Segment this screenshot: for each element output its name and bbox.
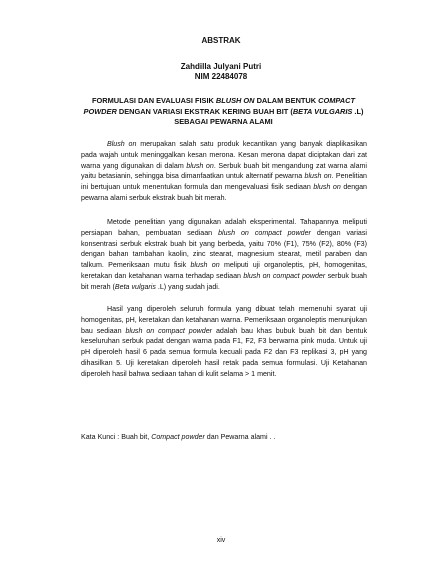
title-part: DENGAN VARIASI EKSTRAK KERING BUAH BIT ( [116, 106, 293, 116]
page-number: xiv [216, 537, 226, 544]
text-run: dan Pewarna alami . . [204, 433, 276, 441]
abstract-heading: ABSTRAK [201, 36, 241, 45]
abstract-paragraph-results [81, 304, 367, 380]
title-italic: BETA VULGARIS [292, 106, 353, 116]
text-run: adalah bau khas bubuk buah bit dan bentuk keseluruhan serbuk padat dengan warna pada F1, F2, F3 berwarna pink muda. Untuk uji pH diperoleh hasil 6 pada semua formula kecuali pada F2 dan F3 replikasi 3, pH yang dihasilkan 5. Uji keretakan diperoleh hasil retak pada semua formulasi. Uji Ketahanan diperoleh hasil bahwa sediaan tahan di kulit selama > 1 menit. [81, 326, 368, 378]
keywords-line [81, 432, 371, 442]
title-italic: COMPACT POWDER [83, 96, 355, 116]
text-run: meliputi uji organoleptis, pH, homogenitas, keretakan dan ketahanan warna terhadap sediaan [81, 261, 367, 280]
text-run: merupakan salah satu produk kecantikan yang banyak diaplikasikan pada wajah untuk meninggalkan kesan merona. Kesan merona dapat diciptakan dari zat warna yang digunakan di dalam [81, 140, 367, 170]
abstract-paragraph-methods [81, 217, 367, 293]
title-part: FORMULASI DAN EVALUASI FISIK [92, 96, 216, 105]
italic-term: blush on [313, 183, 341, 192]
text-run: serbuk buah bit merah ( [81, 271, 367, 291]
italic-term: blush on compact powder [243, 271, 326, 280]
text-run: Hasil yang diperoleh seluruh formula yang dibuat telah memenuhi syarat uji homogenitas, pH, keretakan dan ketahanan warna. Pemeriksaan organoleptis menunjukan bau sediaan [81, 305, 367, 335]
author-name: Zahdilla Julyani Putri [180, 62, 262, 71]
text-run: .L) yang sudah jadi. [155, 282, 220, 291]
title-italic: BLUSH ON [215, 96, 255, 105]
italic-term: blush on [186, 161, 214, 170]
italic-term: blush on [304, 172, 332, 181]
text-run: Metode penelitian yang digunakan adalah eksperimental. Tahapannya meliputi persiapan bahan, pembuatan sediaan [81, 218, 367, 237]
italic-term: Blush on [107, 140, 137, 148]
text-run: dengan pewarna alami serbuk ekstrak buah bit merah. [81, 183, 367, 202]
title-part: DALAM BENTUK [254, 96, 319, 105]
thesis-title [80, 96, 367, 128]
student-id: NIM 22484078 [194, 72, 248, 81]
italic-term: blush on compact powder [218, 228, 311, 237]
italic-term: blush on compact powder [125, 326, 213, 335]
italic-term: Beta vulgaris [114, 282, 156, 291]
abstract-paragraph-background [81, 139, 367, 204]
text-run: . Penelitian ini bertujuan untuk menentukan formula dan mengevaluasi fisik sediaan [81, 172, 367, 192]
title-part: .L) SEBAGAI PEWARNA ALAMI [174, 106, 364, 126]
italic-term: blush on [190, 261, 220, 270]
text-run: . Serbuk buah bit mengandung zat warna alami yaitu betasianin, sehingga bisa dimanfaatkan untuk alternatif pewarna [81, 161, 367, 181]
keywords-label: Kata Kunci : Buah bit, [81, 433, 152, 441]
italic-term: Compact powder [151, 433, 205, 441]
text-run: dengan variasi konsentrasi serbuk ekstrak buah bit yang berbeda, yaitu 70% (F1), 75% (F2), 80% (F3) dengan bahan tambahan kaolin, zinc stearat, magnesium stearat, metil paraben dan talkum. Pemeriksaan mutu fisik [81, 228, 367, 270]
